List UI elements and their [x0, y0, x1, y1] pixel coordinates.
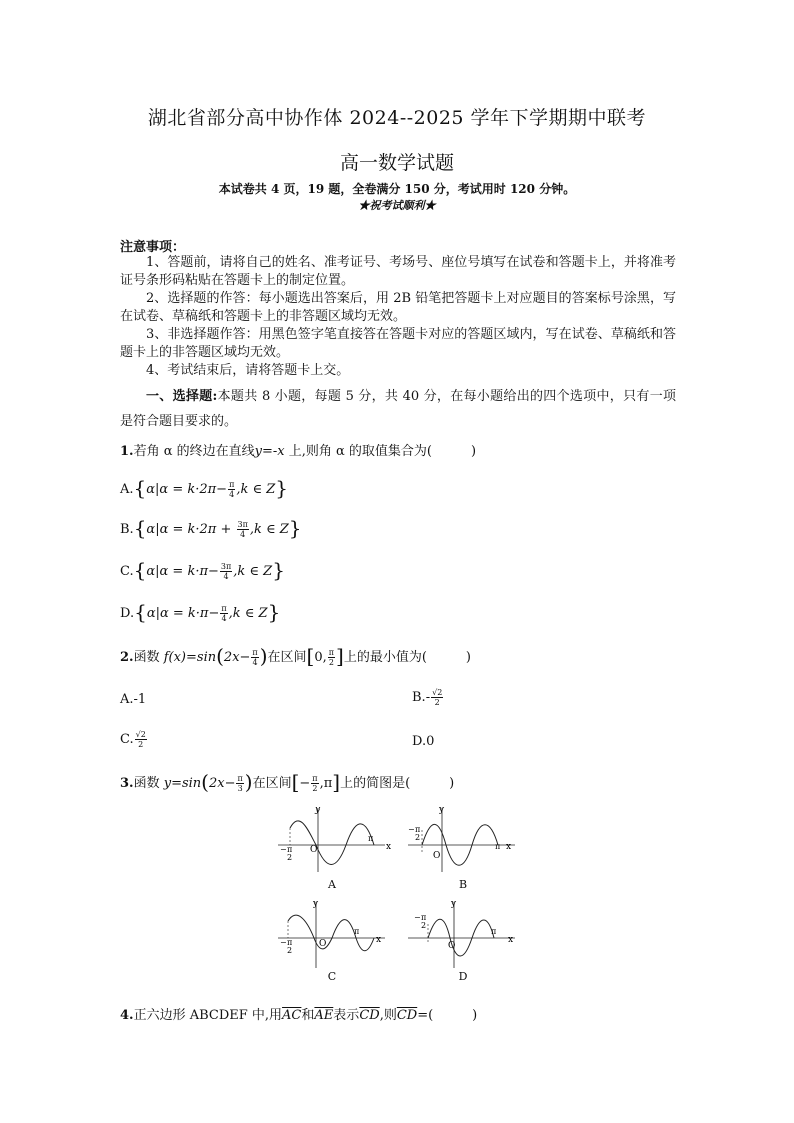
y-label: y: [315, 805, 321, 815]
question-text: 在区间: [252, 776, 292, 791]
option-expr: ,k ∈ Z: [249, 522, 289, 537]
option-label: C.: [120, 564, 134, 579]
question-number: 4.: [120, 1008, 134, 1023]
option-value: -1: [133, 692, 147, 707]
svg-text:2: 2: [287, 946, 293, 955]
neg-pi-label: π: [421, 913, 427, 922]
svg-text:−: −: [280, 938, 287, 947]
q2-option-a[interactable]: [120, 692, 146, 707]
option-expr: ,k ∈ Z: [236, 482, 276, 497]
question-text: =( ): [417, 1008, 478, 1023]
option-expr: ,k ∈ Z: [233, 564, 273, 579]
q1-option-d[interactable]: D.{α|α = k·π− $\frac{\pi}{4}$ ,k ∈ Z}: [120, 600, 281, 624]
fraction: $\frac{3\pi}{4}$: [220, 562, 232, 581]
question-number: 1.: [120, 444, 134, 459]
question-text: 在区间: [267, 650, 307, 665]
svg-text:2: 2: [287, 853, 293, 862]
origin-label: O: [310, 845, 318, 855]
question-text: 函数: [133, 650, 164, 665]
section-one-label: 一、选择题:: [146, 389, 218, 404]
note-item: 2、选择题的作答：每小题选出答案后，用 2B 铅笔把答题卡上对应题目的答案标号涂黑，写在试卷、草稿纸和答题卡上的非答题区域均无效。: [120, 291, 676, 324]
question-text: ,则: [379, 1008, 397, 1023]
fraction: $\frac{√2}{2}$: [135, 730, 146, 749]
section-one-text: 本题共 8 小题，每题 5 分，共 40 分，在每小题给出的四个选项中，只有一项是符合题目要求的。: [120, 389, 676, 429]
line-equation: y=-x: [254, 444, 285, 459]
question-text: 和: [301, 1008, 315, 1023]
q2-option-b[interactable]: [412, 688, 444, 707]
q1-option-a[interactable]: A.{α|α = k·2π− $\frac{\pi}{4}$ ,k ∈ Z}: [120, 476, 289, 500]
svg-text:2: 2: [415, 833, 421, 842]
question-text: 正六边形 ABCDEF 中,用: [133, 1008, 283, 1023]
option-label: B.: [120, 522, 134, 537]
note-item: 3、非选择题作答：用黑色签字笔直接答在答题卡对应的答题区域内，写在试卷、草稿纸和答题卡上的非答题区域均无效。: [120, 327, 676, 360]
exam-title: 湖北省部分高中协作体 2024--2025 学年下学期期中联考: [147, 107, 647, 129]
exam-subtitle: 高一数学试题: [339, 152, 454, 174]
option-expr: α|α = k·2π−: [146, 482, 228, 497]
graph-label-b: B: [458, 878, 468, 891]
graph-label-a: A: [328, 878, 336, 891]
option-label: D.: [412, 734, 427, 749]
graph-a[interactable]: [270, 800, 400, 880]
q1-option-b[interactable]: B.{α|α = k·2π + $\frac{3\pi}{4}$ ,k ∈ Z}: [120, 516, 302, 540]
question-3: 3.函数 y=sin(2x− $\frac{\pi}{3}$ )在区间[− $\frac{\pi}{2}$ ,π]上的简图是( ): [120, 770, 455, 794]
function-expr: f(x)=sin: [163, 650, 217, 665]
note-item: 4、考试结束后，请将答题卡上交。: [146, 363, 350, 378]
question-text: 表示: [333, 1008, 360, 1023]
option-sign: -: [425, 690, 431, 705]
option-label: C.: [120, 732, 134, 747]
graph-label-d: D: [458, 970, 468, 983]
q2-option-d[interactable]: [412, 734, 434, 749]
y-label: y: [439, 805, 445, 815]
notes-list: [120, 254, 676, 380]
x-label: x: [376, 935, 382, 945]
pi-label: π: [495, 842, 501, 851]
y-label: y: [313, 899, 319, 909]
origin-label: O: [433, 851, 441, 861]
q1-option-c[interactable]: C.{α|α = k·π− $\frac{3\pi}{4}$ ,k ∈ Z}: [120, 558, 285, 582]
x-label: x: [506, 842, 512, 852]
notes-heading: 注意事项：: [120, 240, 186, 255]
neg-pi-label: π: [287, 845, 293, 854]
fraction: $\frac{\pi}{4}$: [252, 648, 258, 667]
svg-text:−: −: [408, 825, 415, 834]
option-expr: α|α = k·2π +: [146, 522, 236, 537]
pi-label: π: [491, 927, 497, 936]
option-value: 0: [426, 734, 435, 749]
question-number: 2.: [120, 650, 134, 665]
question-text: 上的简图是( ): [340, 776, 455, 791]
function-arg: 2x−: [223, 650, 251, 665]
x-label: x: [508, 935, 514, 945]
interval: ,π: [319, 776, 333, 791]
neg-pi-label: π: [287, 938, 293, 947]
option-expr: α|α = k·π−: [146, 564, 219, 579]
question-1: [120, 440, 476, 459]
fraction: $\frac{\pi}{4}$: [221, 604, 227, 623]
question-text: 上的最小值为( ): [343, 650, 471, 665]
fraction: $\frac{\pi}{2}$: [312, 774, 318, 793]
svg-text:−: −: [280, 845, 287, 854]
function-expr: y=sin: [163, 776, 202, 791]
graph-c[interactable]: [270, 896, 400, 976]
question-text: 若角 α 的终边在直线: [133, 444, 255, 459]
vector: $\overline{CD}$: [396, 1008, 418, 1023]
interval: 0,: [314, 650, 327, 665]
y-label: y: [451, 899, 457, 909]
option-label: D.: [120, 606, 135, 621]
svg-text:−: −: [414, 913, 421, 922]
origin-label: O: [319, 939, 327, 949]
origin-label: O: [448, 941, 456, 951]
question-2: 2.函数 f(x)=sin(2x− $\frac{\pi}{4}$ )在区间[0, $\frac{\pi}{2}$ ]上的最小值为( ): [120, 644, 471, 668]
vector: $\overline{CD}$: [359, 1008, 380, 1023]
function-arg: 2x−: [208, 776, 236, 791]
vector: $\overline{AE}$: [314, 1008, 334, 1023]
option-expr: ,k ∈ Z: [228, 606, 268, 621]
vector: $\overline{AC}$: [282, 1008, 302, 1023]
sine-curve: [290, 821, 374, 865]
option-label: A.: [120, 482, 134, 497]
fraction: $\frac{\pi}{3}$: [237, 774, 243, 793]
x-label: x: [386, 842, 392, 852]
exam-info: 本试卷共 4 页，19 题，全卷满分 150 分，考试用时 120 分钟。: [218, 182, 576, 196]
graph-label-c: C: [327, 970, 337, 983]
fraction: $\frac{3\pi}{4}$: [237, 520, 248, 539]
option-label: A.: [120, 692, 134, 707]
sine-curve: [288, 915, 374, 951]
question-number: 3.: [120, 776, 134, 791]
fraction: $\frac{\pi}{2}$: [328, 648, 334, 667]
section-one: [120, 384, 676, 434]
interval: −: [299, 776, 311, 791]
option-expr: α|α = k·π−: [146, 606, 220, 621]
option-label: B.: [412, 690, 426, 705]
exam-wish: ★祝考试顺利★: [358, 199, 436, 212]
neg-pi-label: π: [415, 825, 421, 834]
fraction: $\frac{\pi}{4}$: [229, 480, 235, 499]
pi-label: π: [368, 834, 374, 843]
question-text: 函数: [133, 776, 164, 791]
question-4: [120, 1004, 477, 1023]
note-item: 1、答题前，请将自己的姓名、准考证号、考场号、座位号填写在试卷和答题卡上，并将准考证号条形码粘贴在答题卡上的制定位置。: [120, 255, 676, 288]
graph-b[interactable]: [400, 800, 530, 880]
svg-text:2: 2: [421, 921, 427, 930]
q2-option-c[interactable]: [120, 730, 148, 749]
pi-label: π: [354, 927, 360, 936]
question-text: 上,则角 α 的取值集合为( ): [284, 444, 477, 459]
fraction: $\frac{√2}{2}$: [432, 688, 443, 707]
graph-d[interactable]: [400, 896, 530, 976]
